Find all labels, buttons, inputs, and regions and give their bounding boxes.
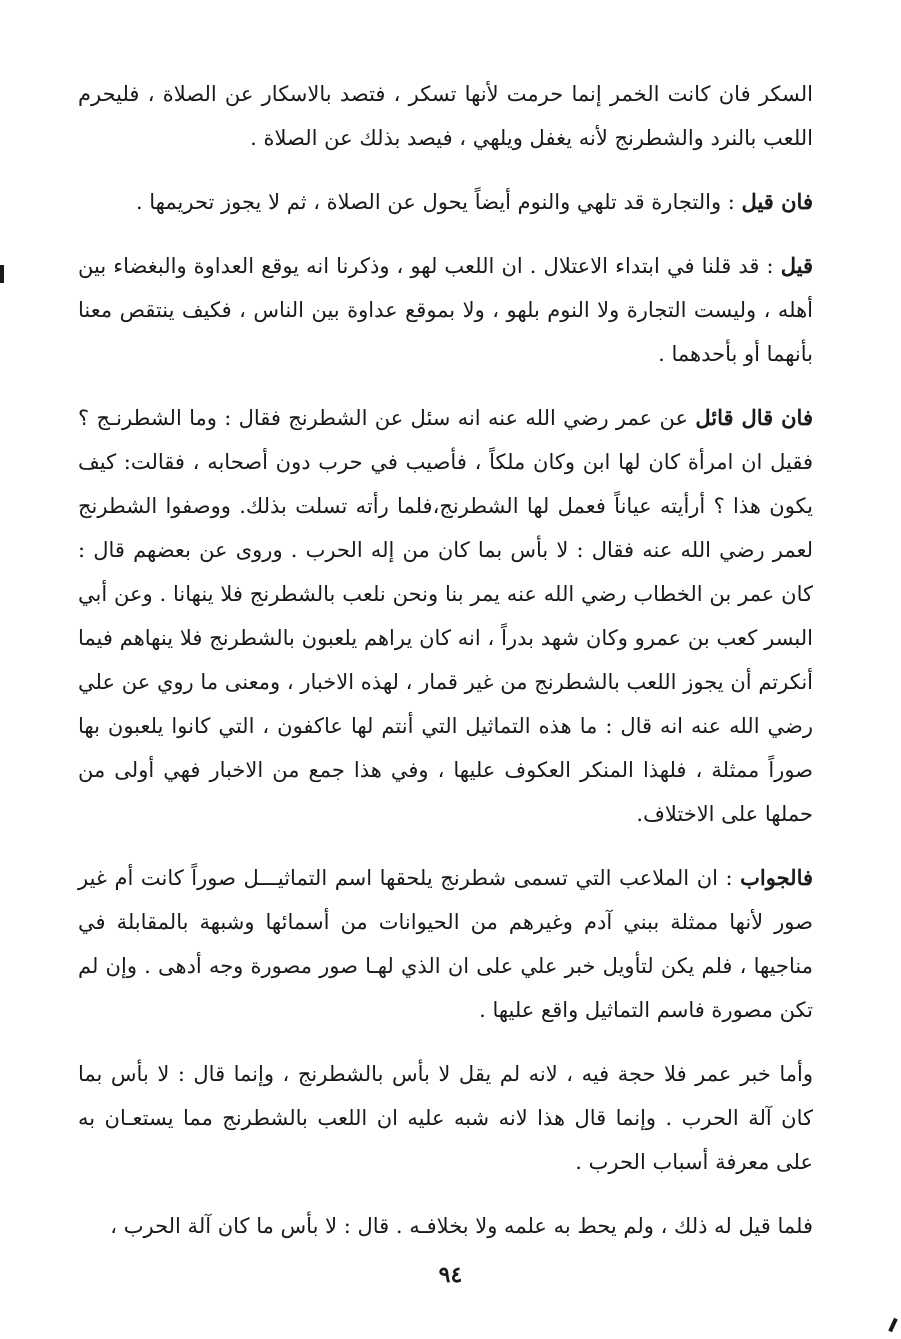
- page-text: [78, 72, 813, 1268]
- paragraph-2: [78, 180, 813, 224]
- paragraph-4-lead: فان قال قائل: [695, 405, 813, 430]
- paragraph-2-lead: فان قيل: [741, 189, 813, 214]
- scan-edge-mark-right: [888, 1318, 898, 1332]
- paragraph-5-text: : ان الملاعب التي تسمى شطرنج يلحقها اسم التماثيـــل صوراً كانت أم غير صور لأنها ممثلة ببني آدم وغيرهم من الحيوانات من أسمائها وشبهة بالمقابلة في مناجيها ، فلم يكن لتأويل خبر علي على ان الذي لهـا صور مصورة وجه أدهى . وإن لم تكن مصورة فاسم التماثيل واقع عليها .: [78, 866, 813, 1022]
- paragraph-6-text: وأما خبر عمر فلا حجة فيه ، لانه لم يقل لا بأس بالشطرنج ، وإنما قال : لا بأس بما كان آلة الحرب . وإنما قال هذا لانه شبه عليه ان اللعب بالشطرنج مما يستعـان به على معرفة أسباب الحرب .: [78, 1062, 813, 1174]
- paragraph-1-text: السكر فان كانت الخمر إنما حرمت لأنها تسكر ، فتصد بالاسكار عن الصلاة ، فليحرم اللعب بالنرد والشطرنج لأنه يغفل ويلهي ، فيصد بذلك عن الصلاة .: [78, 82, 813, 150]
- paragraph-7: [78, 1204, 813, 1248]
- paragraph-7-text: فلما قيل له ذلك ، ولم يحط به علمه ولا بخلافـه . قال : لا بأس ما كان آلة الحرب ،: [110, 1214, 813, 1238]
- paragraph-6: [78, 1052, 813, 1184]
- paragraph-4: [78, 396, 813, 836]
- paragraph-1: [78, 72, 813, 160]
- page-number: ٩٤: [438, 1262, 463, 1288]
- paragraph-4-text: عن عمر رضي الله عنه انه سئل عن الشطرنج فقال : وما الشطرنـج ؟ فقيل ان امرأة كان لها ابن وكان ملكاً ، فأصيب في حرب دون أصحابه ، فقالت: كيف يكون هذا ؟ أرأيته عياناً فعمل لها الشطرنج،فلما رأته تسلت بذلك. ووصفوا الشطرنج لعمر رضي الله عنه فقال : لا بأس بما كان من إله الحرب . وروى عن بعضهم قال : كان عمر بن الخطاب رضي الله عنه يمر بنا ونحن نلعب بالشطرنج فلا ينهانا . وعن أبي البسر كعب بن عمرو وكان شهد بدراً ، انه كان يراهم يلعبون بالشطرنج فلا ينهاهم فيما أنكرتم أن يجوز اللعب بالشطرنج من غير قمار ، لهذه الاخبار ، ومعنى ما روي عن علي رضي الله عنه انه قال : ما هذه التماثيل التي أنتم لها عاكفون ، التي كانوا يلعبون بها صوراً ممثلة ، فلهذا المنكر العكوف عليها ، وفي هذا جمع من الاخبار فهي أولى من حملها على الاختلاف.: [78, 406, 813, 826]
- paragraph-5-lead: فالجواب: [740, 865, 813, 890]
- paragraph-3-text: : قد قلنا في ابتداء الاعتلال . ان اللعب لهو ، وذكرنا انه يوقع العداوة والبغضاء بين أهله ، وليست التجارة ولا النوم بلهو ، ولا بموقع عداوة بين الناس ، فكيف ينتقص معنا بأنهما أو بأحدهما .: [78, 254, 813, 366]
- paragraph-3-lead: قيل: [780, 253, 813, 278]
- paragraph-2-text: : والتجارة قد تلهي والنوم أيضاً يحول عن الصلاة ، ثم لا يجوز تحريمها .: [135, 190, 735, 214]
- paragraph-3: [78, 244, 813, 376]
- paragraph-5: [78, 856, 813, 1032]
- scan-edge-mark-left: [0, 265, 4, 283]
